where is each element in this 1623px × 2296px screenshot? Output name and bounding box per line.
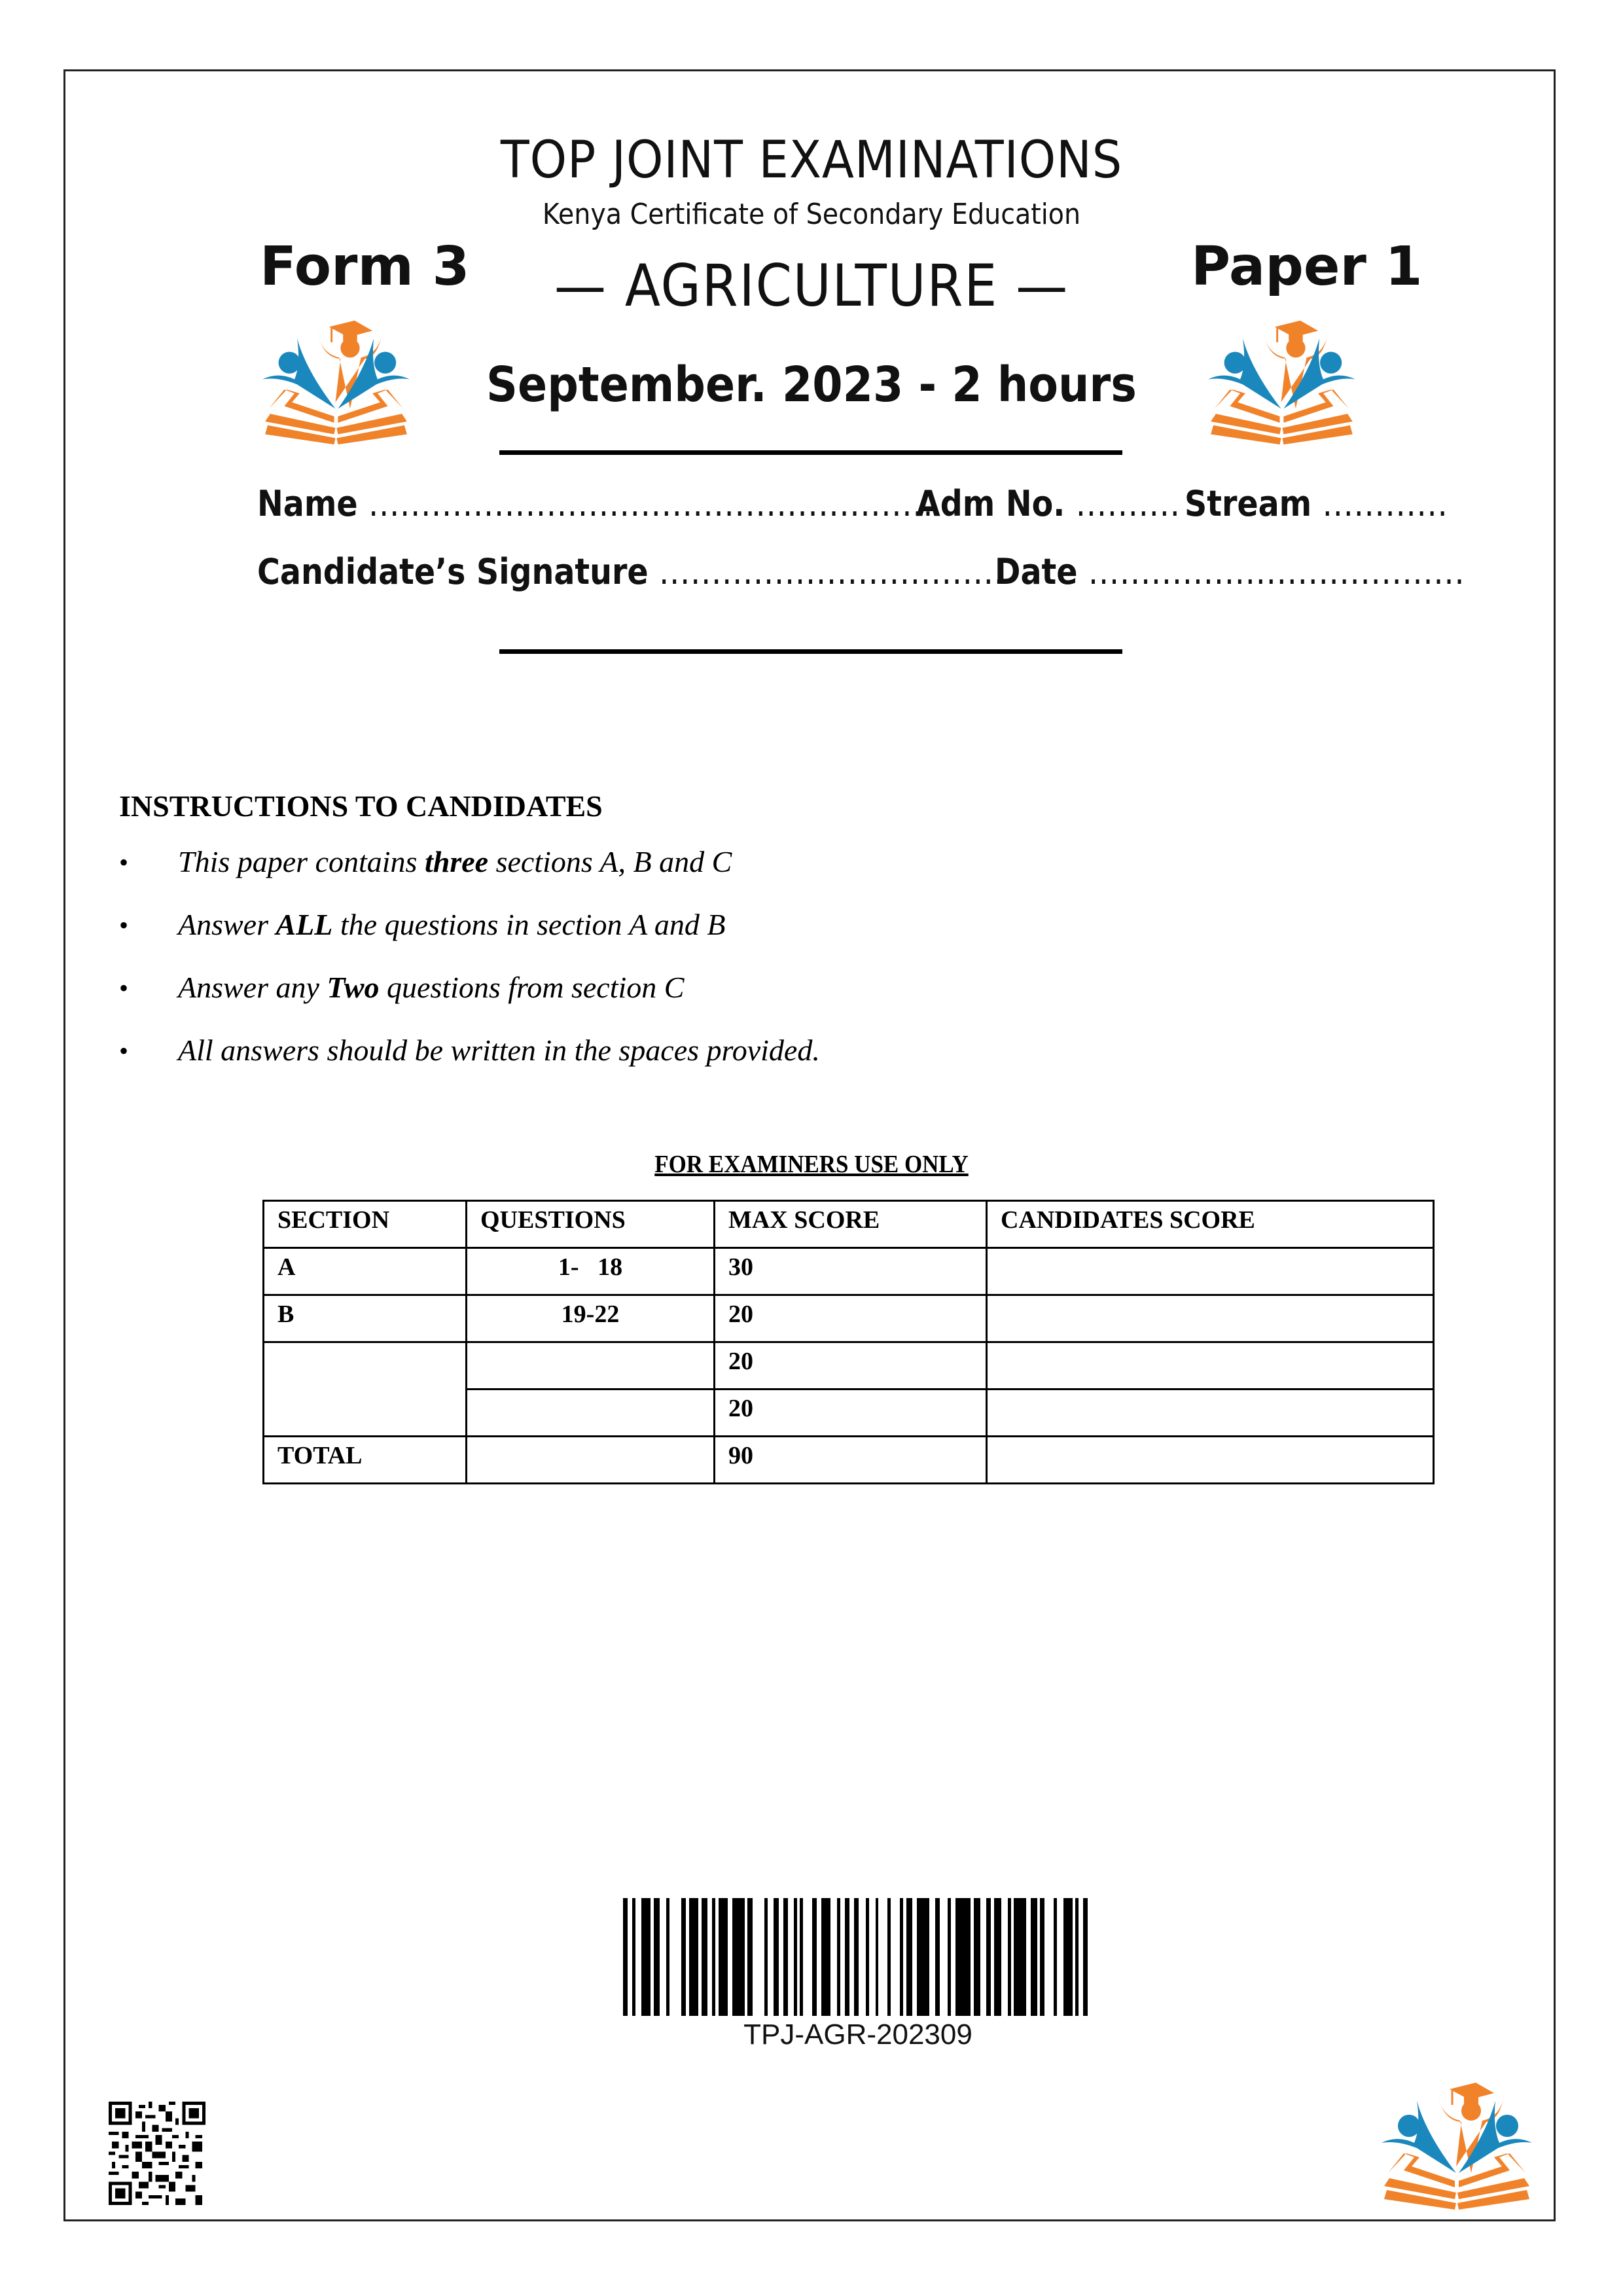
school-logo-icon (1204, 313, 1358, 447)
cell-questions (467, 1390, 715, 1437)
header-section: SECTION (264, 1201, 467, 1248)
bullet-icon: • (119, 848, 129, 877)
cell-candidate-score[interactable] (987, 1342, 1434, 1390)
instruction-text: Answer any Two questions from section C (178, 971, 685, 1004)
header-max-score: MAX SCORE (715, 1201, 987, 1248)
cell-questions (467, 1437, 715, 1484)
table-header-row (264, 1201, 1434, 1248)
school-logo-icon (1378, 2075, 1535, 2212)
header-candidates-score: CANDIDATES SCORE (987, 1201, 1434, 1248)
cell-candidate-score[interactable] (987, 1390, 1434, 1437)
bullet-icon: • (119, 1036, 129, 1066)
examiners-table-title: FOR EXAMINERS USE ONLY (654, 1151, 969, 1178)
subject-title: — AGRICULTURE — (554, 252, 1069, 319)
paper-label: Paper 1 (1191, 236, 1423, 298)
adm-no-field[interactable] (916, 483, 1181, 524)
instruction-item (119, 970, 820, 1033)
stream-label: Stream (1185, 483, 1312, 524)
date-label: Date (995, 551, 1078, 592)
barcode-text: TPJ-AGR-202309 (743, 2018, 972, 2051)
cell-section: TOTAL (264, 1437, 467, 1484)
instruction-item (119, 1033, 820, 1096)
instructions-list (119, 844, 820, 1096)
cell-section: A (264, 1248, 467, 1295)
cell-questions: 19-22 (467, 1295, 715, 1342)
adm-no-blank[interactable]: .......... (1075, 483, 1181, 524)
barcode-icon (623, 1898, 1093, 2016)
school-logo-icon (259, 313, 412, 447)
name-field[interactable] (257, 483, 933, 524)
bullet-icon: • (119, 973, 129, 1003)
cell-candidate-score[interactable] (987, 1437, 1434, 1484)
qr-code-icon (109, 2101, 205, 2206)
divider-top (499, 450, 1122, 455)
date-field[interactable] (995, 551, 1465, 592)
stream-blank[interactable]: ............ (1322, 483, 1448, 524)
cell-questions (467, 1342, 715, 1390)
name-label: Name (257, 483, 358, 524)
certificate-subtitle: Kenya Certificate of Secondary Education (542, 198, 1081, 231)
bullet-icon: • (119, 910, 129, 940)
table-total-row (264, 1437, 1434, 1484)
cell-max-score: 30 (715, 1248, 987, 1295)
signature-label: Candidate’s Signature (257, 551, 649, 592)
instruction-item (119, 844, 820, 907)
table-row (264, 1295, 1434, 1342)
signature-blank[interactable]: ................................. (659, 551, 1005, 592)
name-blank[interactable]: ...................................................... (368, 483, 934, 524)
table-row (264, 1248, 1434, 1295)
instruction-text: This paper contains three sections A, B and C (178, 845, 732, 878)
cell-max-score: 20 (715, 1390, 987, 1437)
table-row (264, 1342, 1434, 1390)
cell-questions: 1- 18 (467, 1248, 715, 1295)
divider-bottom (499, 649, 1122, 654)
header-questions: QUESTIONS (467, 1201, 715, 1248)
cell-candidate-score[interactable] (987, 1295, 1434, 1342)
cell-max-score: 20 (715, 1342, 987, 1390)
cell-section: B (264, 1295, 467, 1342)
cell-max-score: 20 (715, 1295, 987, 1342)
stream-field[interactable] (1185, 483, 1448, 524)
instruction-item (119, 907, 820, 970)
form-label: Form 3 (260, 236, 470, 298)
cell-max-score: 90 (715, 1437, 987, 1484)
organization-title: TOP JOINT EXAMINATIONS (500, 131, 1123, 190)
instructions-heading: INSTRUCTIONS TO CANDIDATES (119, 789, 603, 823)
cell-section (264, 1342, 467, 1437)
adm-no-label: Adm No. (916, 483, 1065, 524)
date-blank[interactable]: .................................... (1088, 551, 1465, 592)
cell-candidate-score[interactable] (987, 1248, 1434, 1295)
instruction-text: All answers should be written in the spaces provided. (178, 1033, 820, 1067)
exam-date-duration: September. 2023 - 2 hours (486, 357, 1137, 413)
signature-field[interactable] (257, 551, 1005, 592)
examiners-score-table (262, 1200, 1435, 1484)
instruction-text: Answer ALL the questions in section A and B (178, 908, 726, 941)
